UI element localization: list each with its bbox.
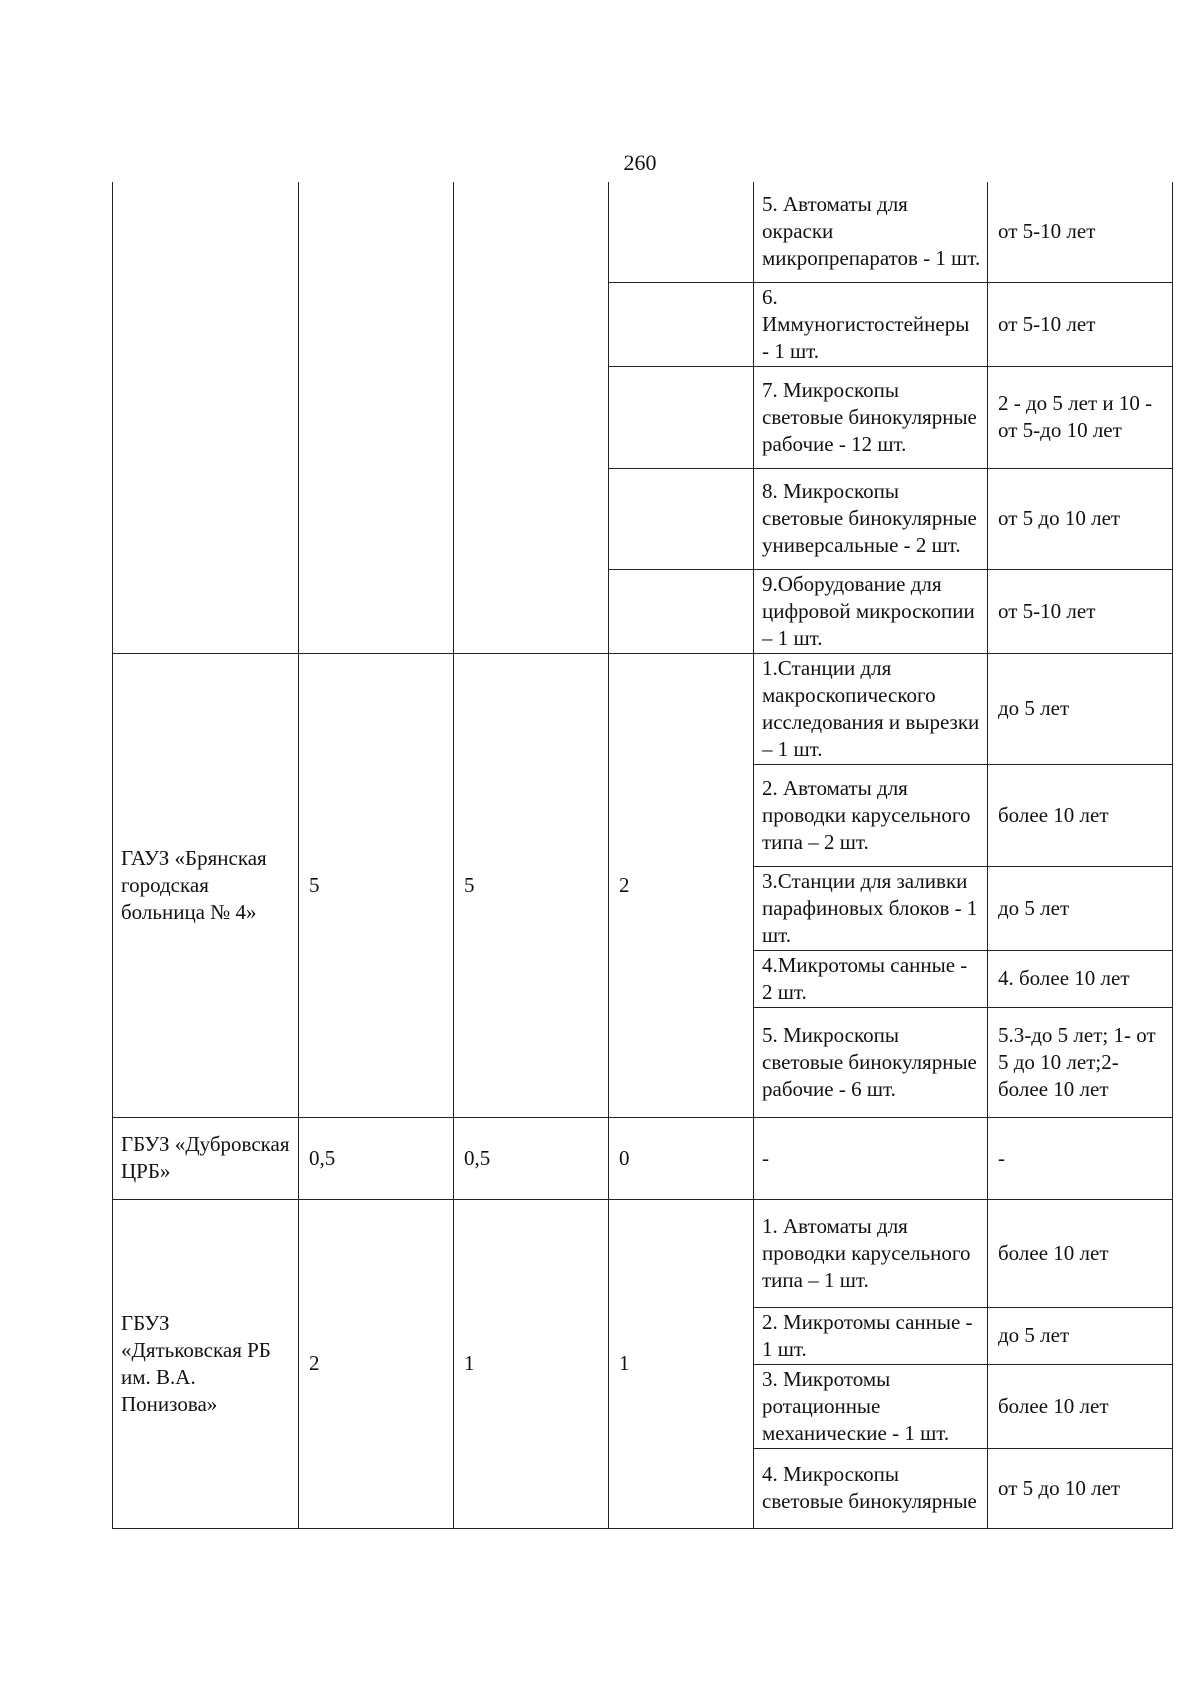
equipment-cell: 2. Микротомы санные - 1 шт. <box>754 1307 988 1364</box>
equipment-cell: 4.Микротомы санные - 2 шт. <box>754 950 988 1007</box>
service-life-cell: от 5 до 10 лет <box>988 1448 1173 1528</box>
service-life-cell: от 5-10 лет <box>988 282 1173 366</box>
equipment-cell: 5. Микроскопы световые бинокулярные рабочие - 6 шт. <box>754 1007 988 1117</box>
value-cell <box>609 468 754 569</box>
institution-cell <box>113 182 299 653</box>
value-cell: 5 <box>299 653 454 1117</box>
service-life-cell: от 5-10 лет <box>988 569 1173 653</box>
service-life-cell: до 5 лет <box>988 653 1173 764</box>
equipment-cell: 8. Микроскопы световые бинокулярные универсальные - 2 шт. <box>754 468 988 569</box>
equipment-cell: 9.Оборудование для цифровой микроскопии – 1 шт. <box>754 569 988 653</box>
value-cell: 1 <box>609 1199 754 1528</box>
service-life-cell: 2 - до 5 лет и 10 - от 5-до 10 лет <box>988 366 1173 468</box>
table-row <box>113 1199 1173 1307</box>
service-life-cell: от 5-10 лет <box>988 182 1173 282</box>
table-row <box>113 1117 1173 1199</box>
service-life-cell: 5.3-до 5 лет; 1- от 5 до 10 лет;2- более 10 лет <box>988 1007 1173 1117</box>
service-life-cell: - <box>988 1117 1173 1199</box>
value-cell <box>454 182 609 653</box>
equipment-cell: 2. Автоматы для проводки карусельного типа – 2 шт. <box>754 764 988 866</box>
equipment-cell: - <box>754 1117 988 1199</box>
value-cell: 5 <box>454 653 609 1117</box>
value-cell: 0 <box>609 1117 754 1199</box>
equipment-cell: 6. Иммуногистостейнеры - 1 шт. <box>754 282 988 366</box>
equipment-cell: 4. Микроскопы световые бинокулярные <box>754 1448 988 1528</box>
equipment-cell: 7. Микроскопы световые бинокулярные рабочие - 12 шт. <box>754 366 988 468</box>
value-cell <box>299 182 454 653</box>
equipment-cell: 5. Автоматы для окраски микропрепаратов - 1 шт. <box>754 182 988 282</box>
value-cell <box>609 569 754 653</box>
service-life-cell: 4. более 10 лет <box>988 950 1173 1007</box>
institution-name-cell: ГБУЗ «Дубровская ЦРБ» <box>113 1117 299 1199</box>
equipment-cell: 3.Станции для заливки парафиновых блоков - 1 шт. <box>754 866 988 950</box>
value-cell: 1 <box>454 1199 609 1528</box>
equipment-cell: 1. Автоматы для проводки карусельного типа – 1 шт. <box>754 1199 988 1307</box>
institution-name-cell: ГБУЗ «Дятьковская РБ им. В.А. Понизова» <box>113 1199 299 1528</box>
value-cell <box>609 182 754 282</box>
equipment-cell: 1.Станции для макроскопического исследования и вырезки – 1 шт. <box>754 653 988 764</box>
service-life-cell: до 5 лет <box>988 1307 1173 1364</box>
value-cell <box>609 366 754 468</box>
service-life-cell: более 10 лет <box>988 1364 1173 1448</box>
equipment-cell: 3. Микротомы ротационные механические - 1 шт. <box>754 1364 988 1448</box>
value-cell: 0,5 <box>454 1117 609 1199</box>
service-life-cell: более 10 лет <box>988 764 1173 866</box>
service-life-cell: от 5 до 10 лет <box>988 468 1173 569</box>
institution-name-cell: ГАУЗ «Брянская городская больница № 4» <box>113 653 299 1117</box>
value-cell: 2 <box>609 653 754 1117</box>
table-row <box>113 653 1173 764</box>
service-life-cell: до 5 лет <box>988 866 1173 950</box>
table-row <box>113 182 1173 282</box>
equipment-table <box>112 182 1173 1529</box>
service-life-cell: более 10 лет <box>988 1199 1173 1307</box>
value-cell <box>609 282 754 366</box>
value-cell: 0,5 <box>299 1117 454 1199</box>
page-number: 260 <box>623 150 657 175</box>
value-cell: 2 <box>299 1199 454 1528</box>
